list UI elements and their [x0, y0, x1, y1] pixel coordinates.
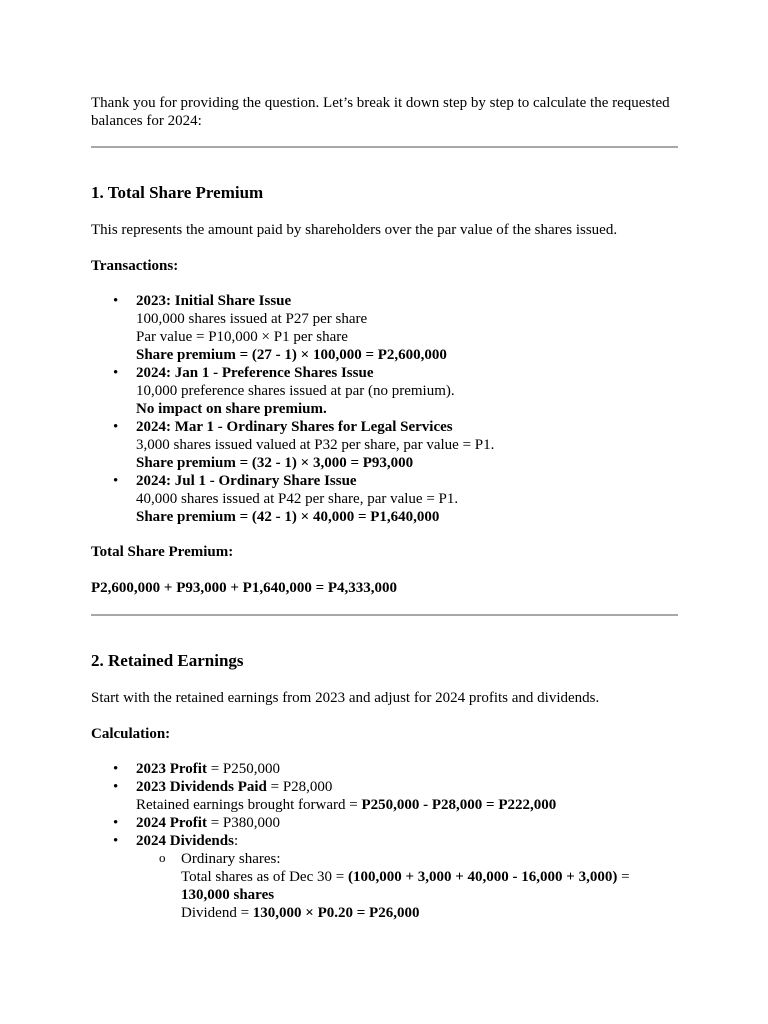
- list-item: [91, 292, 681, 364]
- brought-forward-calc: P250,000 - P28,000 = P222,000: [361, 797, 557, 813]
- calculation-label: Calculation:: [91, 726, 171, 742]
- transactions-label-line: [91, 257, 678, 275]
- divider: [91, 146, 678, 148]
- brought-forward-text: Retained earnings brought forward =: [136, 797, 362, 813]
- item-line: 40,000 shares issued at P42 per share, par value = P1.: [136, 491, 459, 507]
- divider: [91, 614, 678, 616]
- item-title: 2024: Mar 1 - Ordinary Shares for Legal Services: [136, 419, 453, 435]
- intro-paragraph: Thank you for providing the question. Let’s break it down step by step to calculate the requested balances for 2024:: [91, 95, 670, 129]
- section2-description: Start with the retained earnings from 2023 and adjust for 2024 profits and dividends.: [91, 690, 600, 706]
- total-share-premium-formula: P2,600,000 + P93,000 + P1,640,000 = P4,333,000: [91, 580, 398, 596]
- item-line: 10,000 preference shares issued at par (no premium).: [136, 383, 455, 399]
- list-item: [91, 418, 681, 472]
- transactions-list: [91, 292, 681, 526]
- dividends-2023-value: = P28,000: [266, 779, 333, 795]
- dividend-text: Dividend =: [181, 905, 253, 921]
- transactions-label: Transactions:: [91, 258, 179, 274]
- total-share-premium-label: Total Share Premium:: [91, 544, 234, 560]
- total-shares-text: Total shares as of Dec 30 =: [181, 869, 348, 885]
- list-item: [91, 364, 681, 418]
- item-result: Share premium = (27 - 1) × 100,000 = P2,600,000: [136, 347, 447, 363]
- total-formula-line: [91, 579, 678, 597]
- dividends-2024-colon: :: [233, 833, 239, 849]
- profit-2023-label: 2023 Profit: [136, 761, 207, 777]
- total-shares-eq: =: [617, 869, 630, 885]
- calculation-list: [91, 760, 681, 922]
- item-result: Share premium = (42 - 1) × 40,000 = P1,640,000: [136, 509, 440, 525]
- dividends-2024-sublist: [136, 850, 681, 922]
- item-title: 2024: Jul 1 - Ordinary Share Issue: [136, 473, 357, 489]
- list-item: [91, 814, 681, 832]
- sub-list-item: [136, 850, 681, 922]
- item-result: Share premium = (32 - 1) × 3,000 = P93,000: [136, 455, 414, 471]
- dividend-calc: 130,000 × P0.20 = P26,000: [252, 905, 420, 921]
- profit-2023-value: = P250,000: [206, 761, 281, 777]
- dividends-2024-label: 2024 Dividends: [136, 833, 234, 849]
- calculation-label-line: [91, 725, 678, 743]
- ordinary-shares-label: Ordinary shares:: [181, 851, 281, 867]
- list-item: [91, 760, 681, 778]
- item-result: No impact on share premium.: [136, 401, 327, 417]
- list-item: [91, 778, 681, 814]
- section-heading-share-premium: 1. Total Share Premium: [91, 183, 264, 202]
- item-line: Par value = P10,000 × P1 per share: [136, 329, 348, 345]
- section-heading-retained-earnings: 2. Retained Earnings: [91, 651, 244, 670]
- item-line: 100,000 shares issued at P27 per share: [136, 311, 368, 327]
- profit-2024-label: 2024 Profit: [136, 815, 207, 831]
- total-label-line: [91, 543, 678, 561]
- list-item: [91, 832, 681, 922]
- section1-description: This represents the amount paid by shareholders over the par value of the shares issued.: [91, 222, 618, 238]
- item-title: 2023: Initial Share Issue: [136, 293, 292, 309]
- total-shares-result: 130,000 shares: [181, 887, 275, 903]
- dividends-2023-label: 2023 Dividends Paid: [136, 779, 267, 795]
- total-shares-calc: (100,000 + 3,000 + 40,000 - 16,000 + 3,000): [347, 869, 618, 885]
- list-item: [91, 472, 681, 526]
- item-title: 2024: Jan 1 - Preference Shares Issue: [136, 365, 374, 381]
- item-line: 3,000 shares issued valued at P32 per share, par value = P1.: [136, 437, 495, 453]
- profit-2024-value: = P380,000: [206, 815, 281, 831]
